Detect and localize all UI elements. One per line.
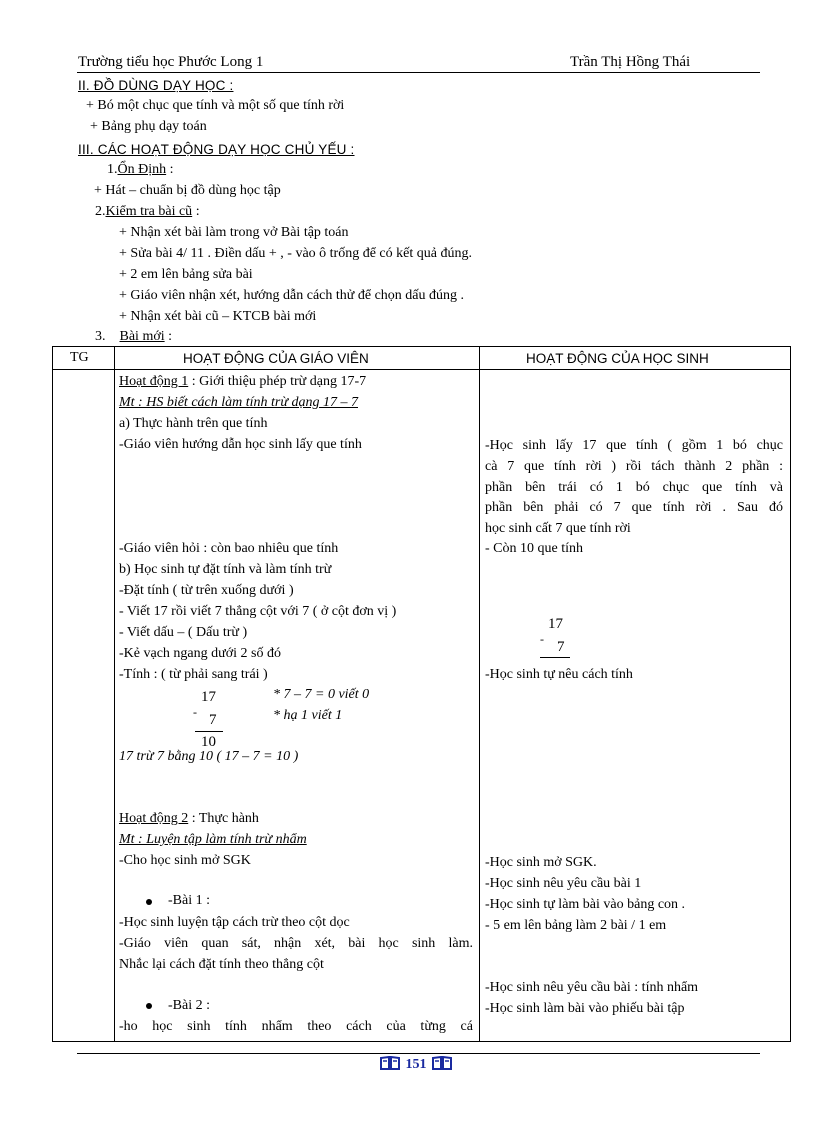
calc-minus-sign: -	[193, 705, 197, 719]
table-divider-gv	[479, 346, 480, 1041]
kiem-tra-heading: 2.Kiểm tra bài cũ :	[95, 204, 200, 219]
gv-line: Nhắc lại cách đặt tính theo thẳng cột	[119, 957, 324, 972]
school-name: Trường tiểu học Phước Long 1	[78, 54, 264, 70]
hs-line: phần bên phải có 7 que tính rời . Sau đó	[485, 500, 783, 515]
column-header-gv: HOẠT ĐỘNG CỦA GIÁO VIÊN	[183, 351, 369, 366]
gv-line: -Giáo viên hướng dẫn học sinh lấy que tính	[119, 437, 362, 452]
activity-2-objective: Mt : Luyện tập làm tính trừ nhẩm	[119, 832, 307, 847]
gv-line: -Kẻ vạch ngang dưới 2 số đó	[119, 646, 281, 661]
bullet-icon	[146, 1003, 152, 1009]
hs-line: - 5 em lên bảng làm 2 bài / 1 em	[485, 918, 667, 933]
gv-line: -Tính : ( từ phải sang trái )	[119, 667, 268, 682]
calc-subtrahend: 7	[209, 712, 217, 728]
hs-line: cà 7 que tính rời ) rồi tách thành 2 phần :	[485, 459, 783, 474]
hs-calc-rule	[540, 657, 570, 658]
activity-1-title: Hoạt động 1 : Giới thiệu phép trừ dạng 17-7	[119, 374, 367, 389]
page-number: 151	[405, 1057, 427, 1072]
exercise-2-label: -Bài 2 :	[168, 998, 210, 1013]
section-2-item-1: + Bó một chục que tính và một số que tính rời	[86, 98, 345, 113]
activity-1-objective: Mt : HS biết cách làm tính trừ dạng 17 – 7	[119, 395, 358, 410]
calc-step-1: * 7 – 7 = 0 viết 0	[273, 687, 370, 702]
book-icon	[432, 1056, 452, 1070]
gv-line: -ho học sinh tính nhẩm theo cách của từng cá	[119, 1019, 473, 1034]
hs-line: phần bên trái có 1 bó chục que tính và	[485, 480, 783, 495]
calc-step-2: * hạ 1 viết 1	[273, 708, 343, 723]
calc-rule	[195, 731, 223, 732]
kiem-tra-item: + Nhận xét bài cũ – KTCB bài mới	[119, 309, 317, 324]
hs-line: -Học sinh mở SGK.	[485, 855, 597, 870]
hs-line: -Học sinh nêu yêu cầu bài 1	[485, 876, 642, 891]
calc-minuend: 17	[201, 689, 216, 705]
kiem-tra-item: + Sửa bài 4/ 11 . Điền dấu + , - vào ô trống để có kết quả đúng.	[119, 246, 472, 261]
kiem-tra-item: + 2 em lên bảng sửa bài	[119, 267, 253, 282]
hs-calc-minus-sign: -	[540, 632, 544, 646]
table-divider-tg	[114, 346, 115, 1041]
gv-line: - Viết dấu – ( Dấu trừ )	[119, 625, 248, 640]
hs-calc-minuend: 17	[548, 616, 563, 632]
hs-line: -Học sinh nêu yêu cầu bài : tính nhẩm	[485, 980, 699, 995]
section-2-title: II. ĐỒ DÙNG DẠY HỌC :	[78, 78, 234, 93]
bullet-icon	[146, 899, 152, 905]
hs-line: -Học sinh lấy 17 que tính ( gồm 1 bó chục	[485, 438, 783, 453]
gv-line: -Giáo viên quan sát, nhận xét, bài học sinh làm.	[119, 936, 473, 951]
gv-line: - Viết 17 rồi viết 7 thẳng cột với 7 ( ở cột đơn vị )	[119, 604, 397, 619]
gv-line: b) Học sinh tự đặt tính và làm tính trừ	[119, 562, 332, 577]
hs-line: -Học sinh làm bài vào phiếu bài tập	[485, 1001, 685, 1016]
gv-line: -Đặt tính ( từ trên xuống dưới )	[119, 583, 294, 598]
page-footer	[380, 1056, 452, 1073]
gv-line: -Học sinh luyện tập cách trừ theo cột dọc	[119, 915, 350, 930]
kiem-tra-item: + Nhận xét bài làm trong vở Bài tập toán	[119, 225, 349, 240]
hs-line: -Học sinh tự nêu cách tính	[485, 667, 633, 682]
column-header-tg: TG	[70, 350, 89, 365]
on-dinh-heading: 1.Ổn Định :	[107, 162, 174, 177]
hs-calc-subtrahend: 7	[557, 639, 565, 655]
author-name: Trần Thị Hồng Thái	[570, 54, 691, 70]
table-header-rule	[52, 369, 791, 370]
calc-result: 10	[201, 734, 216, 750]
gv-line: a) Thực hành trên que tính	[119, 416, 268, 431]
header-rule	[77, 72, 760, 73]
bai-moi-heading: 3. Bài mới :	[95, 329, 173, 344]
footer-rule	[77, 1053, 760, 1054]
section-3-title: III. CÁC HOẠT ĐỘNG DẠY HỌC CHỦ YẾU :	[78, 142, 355, 157]
calc-summary: 17 trừ 7 bằng 10 ( 17 – 7 = 10 )	[119, 749, 299, 764]
hs-line: -Học sinh tự làm bài vào bảng con .	[485, 897, 686, 912]
column-header-hs: HOẠT ĐỘNG CỦA HỌC SINH	[526, 351, 709, 366]
hs-line: - Còn 10 que tính	[485, 541, 583, 556]
hs-line: học sinh cất 7 que tính rời	[485, 521, 631, 536]
activity-2-title: Hoạt động 2 : Thực hành	[119, 811, 259, 826]
gv-line: -Cho học sinh mở SGK	[119, 853, 251, 868]
exercise-1-label: -Bài 1 :	[168, 893, 210, 908]
book-icon	[380, 1056, 400, 1070]
section-2-item-2: + Bảng phụ dạy toán	[90, 119, 207, 134]
kiem-tra-item: + Giáo viên nhận xét, hướng dẫn cách thử để chọn dấu đúng .	[119, 288, 464, 303]
gv-line: -Giáo viên hỏi : còn bao nhiêu que tính	[119, 541, 339, 556]
on-dinh-item: + Hát – chuẩn bị đồ dùng học tập	[94, 183, 281, 198]
